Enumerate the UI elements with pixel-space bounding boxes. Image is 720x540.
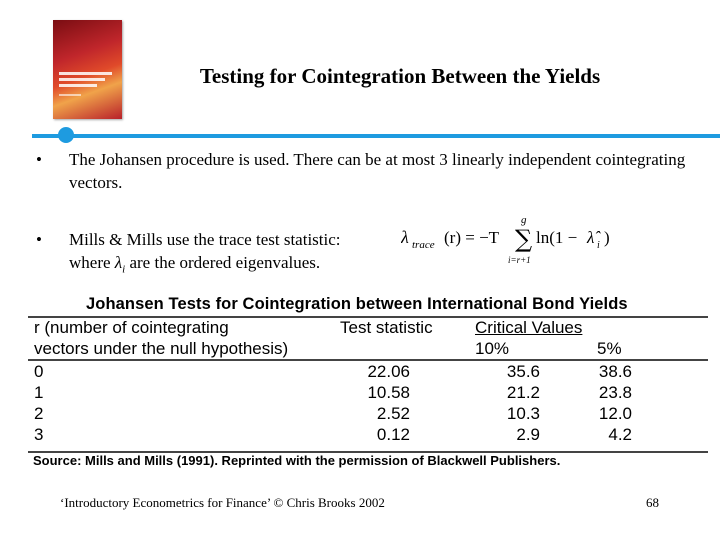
cell-cv10: 2.9 bbox=[516, 425, 540, 444]
footer-citation: ‘Introductory Econometrics for Finance’ © Chris Brooks 2002 bbox=[60, 495, 385, 510]
divider-dot bbox=[58, 127, 74, 143]
cell-cv10: 35.6 bbox=[506, 362, 540, 381]
cell-stat: 0.12 bbox=[376, 425, 410, 444]
cell-stat: 22.06 bbox=[367, 362, 410, 381]
bullet-marker: • bbox=[36, 150, 42, 169]
header-r-line2: vectors under the null hypothesis) bbox=[34, 339, 289, 358]
title-divider bbox=[32, 134, 720, 138]
bullet-line-2: where $\lambda_i$ are the ordered eigenvalues. bbox=[69, 253, 321, 276]
formula-sum: ∑ bbox=[515, 225, 533, 253]
book-cover-image bbox=[53, 20, 122, 119]
formula-arg: (r) = −T bbox=[444, 228, 500, 247]
cell-r: 3 bbox=[34, 425, 44, 444]
formula-lambda-hat: λ̂ bbox=[587, 228, 595, 247]
bullet-line-1: Mills & Mills use the trace test statistic: bbox=[69, 230, 341, 249]
cell-cv5: 4.2 bbox=[608, 425, 632, 444]
cell-cv10: 10.3 bbox=[506, 404, 540, 423]
table-source-note: Source: Mills and Mills (1991). Reprinted with the permission of Blackwell Publishers. bbox=[33, 453, 561, 468]
cell-cv5: 23.8 bbox=[598, 383, 632, 402]
header-cv-5: 5% bbox=[597, 339, 622, 358]
cell-stat: 2.52 bbox=[376, 404, 410, 423]
cell-stat: 10.58 bbox=[367, 383, 410, 402]
formula-close: ) bbox=[604, 228, 610, 247]
slide-title: Testing for Cointegration Between the Yields bbox=[199, 64, 601, 88]
bullet-marker: • bbox=[36, 230, 42, 249]
table-rule-header bbox=[28, 359, 708, 361]
cell-cv10: 21.2 bbox=[506, 383, 540, 402]
page-number: 68 bbox=[646, 495, 659, 510]
formula-sum-top: g bbox=[521, 214, 527, 226]
header-critical-values: Critical Values bbox=[475, 318, 583, 337]
header-test-statistic: Test statistic bbox=[340, 318, 433, 337]
header-cv-10: 10% bbox=[475, 339, 510, 358]
bullet-text-johansen: The Johansen procedure is used. There can be at most 3 linearly independent cointegrating vectors. bbox=[69, 150, 686, 192]
trace-statistic-formula bbox=[401, 212, 631, 268]
formula-lambda: λ bbox=[401, 227, 409, 247]
bullet-text-trace bbox=[69, 228, 399, 281]
cell-cv5: 12.0 bbox=[598, 404, 632, 423]
cell-r: 0 bbox=[34, 362, 44, 381]
formula-hat-sub: i bbox=[597, 240, 600, 251]
formula-body: ln(1 − bbox=[536, 228, 578, 247]
cell-r: 2 bbox=[34, 404, 44, 423]
formula-sum-bottom: i=r+1 bbox=[508, 255, 531, 265]
formula-lambda-sub: trace bbox=[412, 239, 435, 251]
cell-r: 1 bbox=[34, 383, 44, 402]
table-title: Johansen Tests for Cointegration between International Bond Yields bbox=[86, 295, 628, 313]
cell-cv5: 38.6 bbox=[598, 362, 632, 381]
header-r-line1: r (number of cointegrating bbox=[34, 318, 229, 337]
